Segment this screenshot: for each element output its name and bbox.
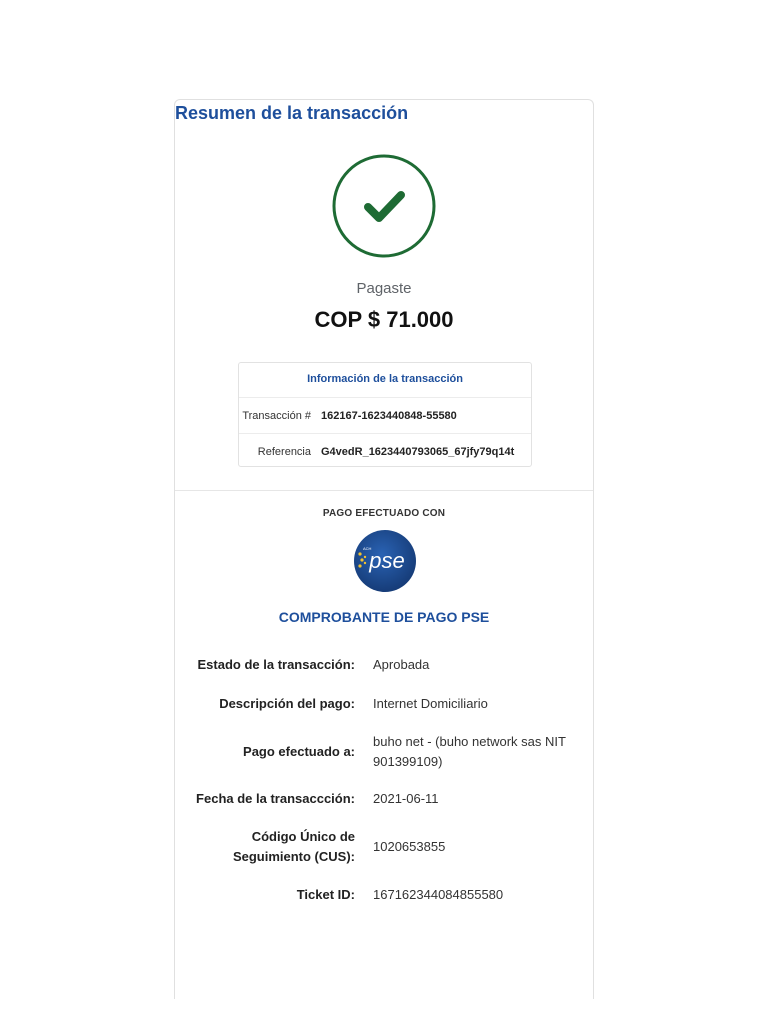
detail-value: buho net - (buho network sas NIT 901399109) xyxy=(373,734,566,769)
detail-value: 167162344084855580 xyxy=(373,887,504,902)
detail-label: Código Único de Seguimiento (CUS): xyxy=(232,829,355,864)
payment-details xyxy=(175,645,593,913)
detail-value: Aprobada xyxy=(373,657,430,672)
transaction-summary-card xyxy=(174,99,594,999)
transaction-number-label: Transacción # xyxy=(242,409,311,422)
detail-row-date xyxy=(175,781,593,817)
detail-row-status xyxy=(175,645,593,685)
pse-logo-small-text: ACH xyxy=(363,546,372,551)
paid-label: Pagaste xyxy=(356,280,412,297)
transaction-info-heading: Información de la transacción xyxy=(239,363,531,398)
detail-value: 2021-06-11 xyxy=(373,791,439,806)
detail-label: Ticket ID: xyxy=(296,887,355,902)
detail-row-ticket xyxy=(175,877,593,913)
detail-value: 1020653855 xyxy=(373,839,446,854)
detail-label: Pago efectuado a: xyxy=(243,744,355,759)
receipt-title: COMPROBANTE DE PAGO PSE xyxy=(278,609,490,625)
detail-value: Internet Domiciliario xyxy=(373,696,488,711)
reference-value: G4vedR_1623440793065_67jfy79q14t xyxy=(321,445,515,458)
detail-label: Estado de la transacción: xyxy=(197,657,355,672)
payment-method-label: PAGO EFECTUADO CON xyxy=(322,508,446,519)
detail-label: Descripción del pago: xyxy=(219,696,355,711)
reference-label: Referencia xyxy=(257,445,311,458)
reference-row xyxy=(239,434,531,469)
detail-row-cus xyxy=(175,817,593,877)
section-divider xyxy=(175,490,593,491)
check-circle-icon xyxy=(332,154,436,258)
detail-row-payee xyxy=(175,723,593,781)
page-title: Resumen de la transacción xyxy=(175,103,409,123)
transaction-number-value: 162167-1623440848-55580 xyxy=(321,409,457,422)
transaction-info-box xyxy=(238,362,532,467)
pse-logo-text: pse xyxy=(369,548,405,573)
paid-amount: COP $ 71.000 xyxy=(314,307,454,332)
pse-logo-icon xyxy=(354,530,416,592)
transaction-number-row xyxy=(239,398,531,434)
detail-label: Fecha de la transaccción: xyxy=(196,791,355,806)
detail-row-description xyxy=(175,685,593,723)
